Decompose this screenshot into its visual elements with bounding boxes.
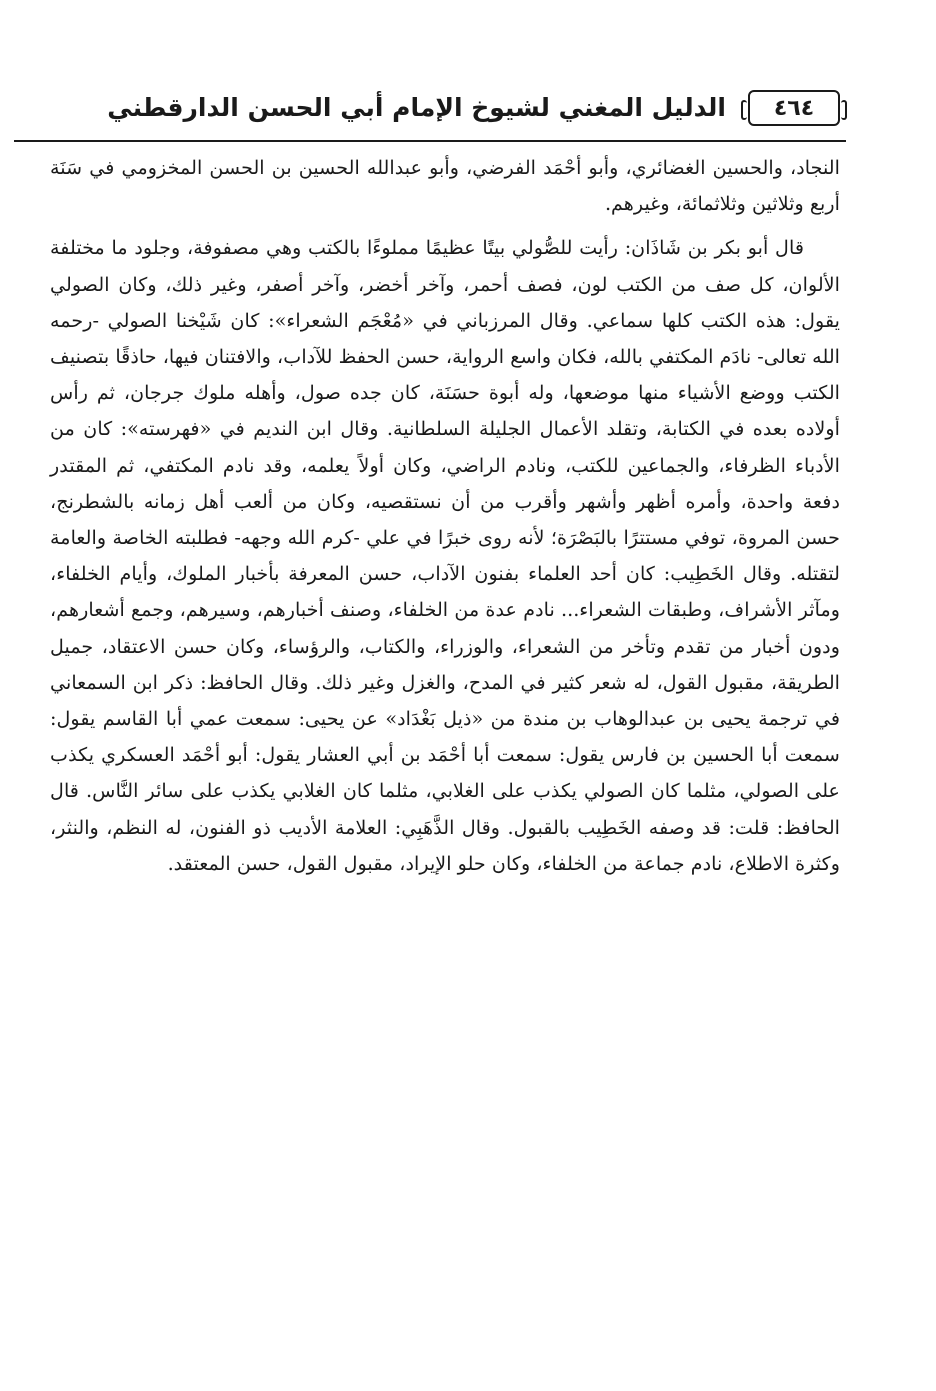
header-rule <box>14 140 846 142</box>
body-text <box>50 150 840 882</box>
page-number-frame <box>748 90 840 126</box>
running-title: الدليل المغني لشيوخ الإمام أبي الحسن الدارقطني <box>107 93 726 122</box>
paragraph-continuation: النجاد، والحسين الغضائري، وأبو أحْمَد الفرضي، وأبو عبدالله الحسين بن الحسن المخزومي في سَنَة أربع وثلاثين وثلاثمائة، وغيرهم. <box>50 156 840 216</box>
paragraph-biography: قال أبو بكر بن شَاذَان: رأيت للصُّولي بيتًا عظيمًا مملوءًا بالكتب وهي مصفوفة، وجلود ما مختلفة الألوان، كل صف من الكتب لون، فصف أحمر، وآخر أخضر، وآخر أصفر، وغير ذلك، وكان الصولي يقول: هذه الكتب كلها سماعي. وقال المرزباني في «مُعْجَم الشعراء»: كان شَيْخنا الصولي -رحمه الله تعالى- نادَم المكتفي بالله، فكان واسع الرواية، حسن الحفظ للآداب، والافتنان فيها، حاذقًا بتصنيف الكتب ووضع الأشياء منها موضعها، وله أبوة حسَنَة، كان جده صول، وأهله ملوك جرجان، ثم رأس أولاده بعده في الكتابة، وتقلد الأعمال الجليلة السلطانية. وقال ابن النديم في «فهرسته»: كان من الأدباء الظرفاء، والجماعين للكتب، ونادم الراضي، وكان أولاً يعلمه، وقد نادم المكتفي، ثم المقتدر دفعة واحدة، وأمره أظهر وأشهر وأقرب من أن نستقصيه، وكان من ألعب أهل زمانه بالشطرنج، حسن المروة، توفي مستترًا بالبَصْرَة؛ لأنه روى خبرًا في علي -كرم الله وجهه- فطلبته الخاصة والعامة لتقتله. وقال الخَطِيب: كان أحد العلماء بفنون الآداب، حسن المعرفة بأخبار الملوك، وأيام الخلفاء، ومآثر الأشراف، وطبقات الشعراء... نادم عدة من الخلفاء، وصنف أخبارهم، وسيرهم، وجمع أشعارهم، ودون أخبار من تقدم وتأخر من الشعراء، والوزراء، والكتاب، والرؤساء، وكان حسن الاعتقاد، جميل الطريقة، مقبول القول، له شعر كثير في المدح، والغزل وغير ذلك. وقال الحافظ: ذكر ابن السمعاني في ترجمة يحيى بن عبدالوهاب بن مندة من «ذيل بَغْدَاد» عن يحيى: سمعت عمي أبا القاسم يقول: سمعت أبا الحسين بن فارس يقول: سمعت أبا أحْمَد بن أبي العشار يقول: أبو أحْمَد العسكري يكذب على الصولي، مثلما كان الصولي يكذب على الغلابي، مثلما كان الغلابي يكذب على سائر النَّاس. قال الحافظ: قلت: قد وصفه الخَطِيب بالقبول. وقال الذَّهَبِي: العلامة الأديب ذو الفنون، له النظم، والنثر، وكثرة الاطلاع، نادم جماعة من الخلفاء، وكان حلو الإيراد، مقبول القول، حسن المعتقد. <box>50 236 840 875</box>
page-number: ٤٦٤ <box>773 95 815 121</box>
page-header <box>14 84 846 140</box>
